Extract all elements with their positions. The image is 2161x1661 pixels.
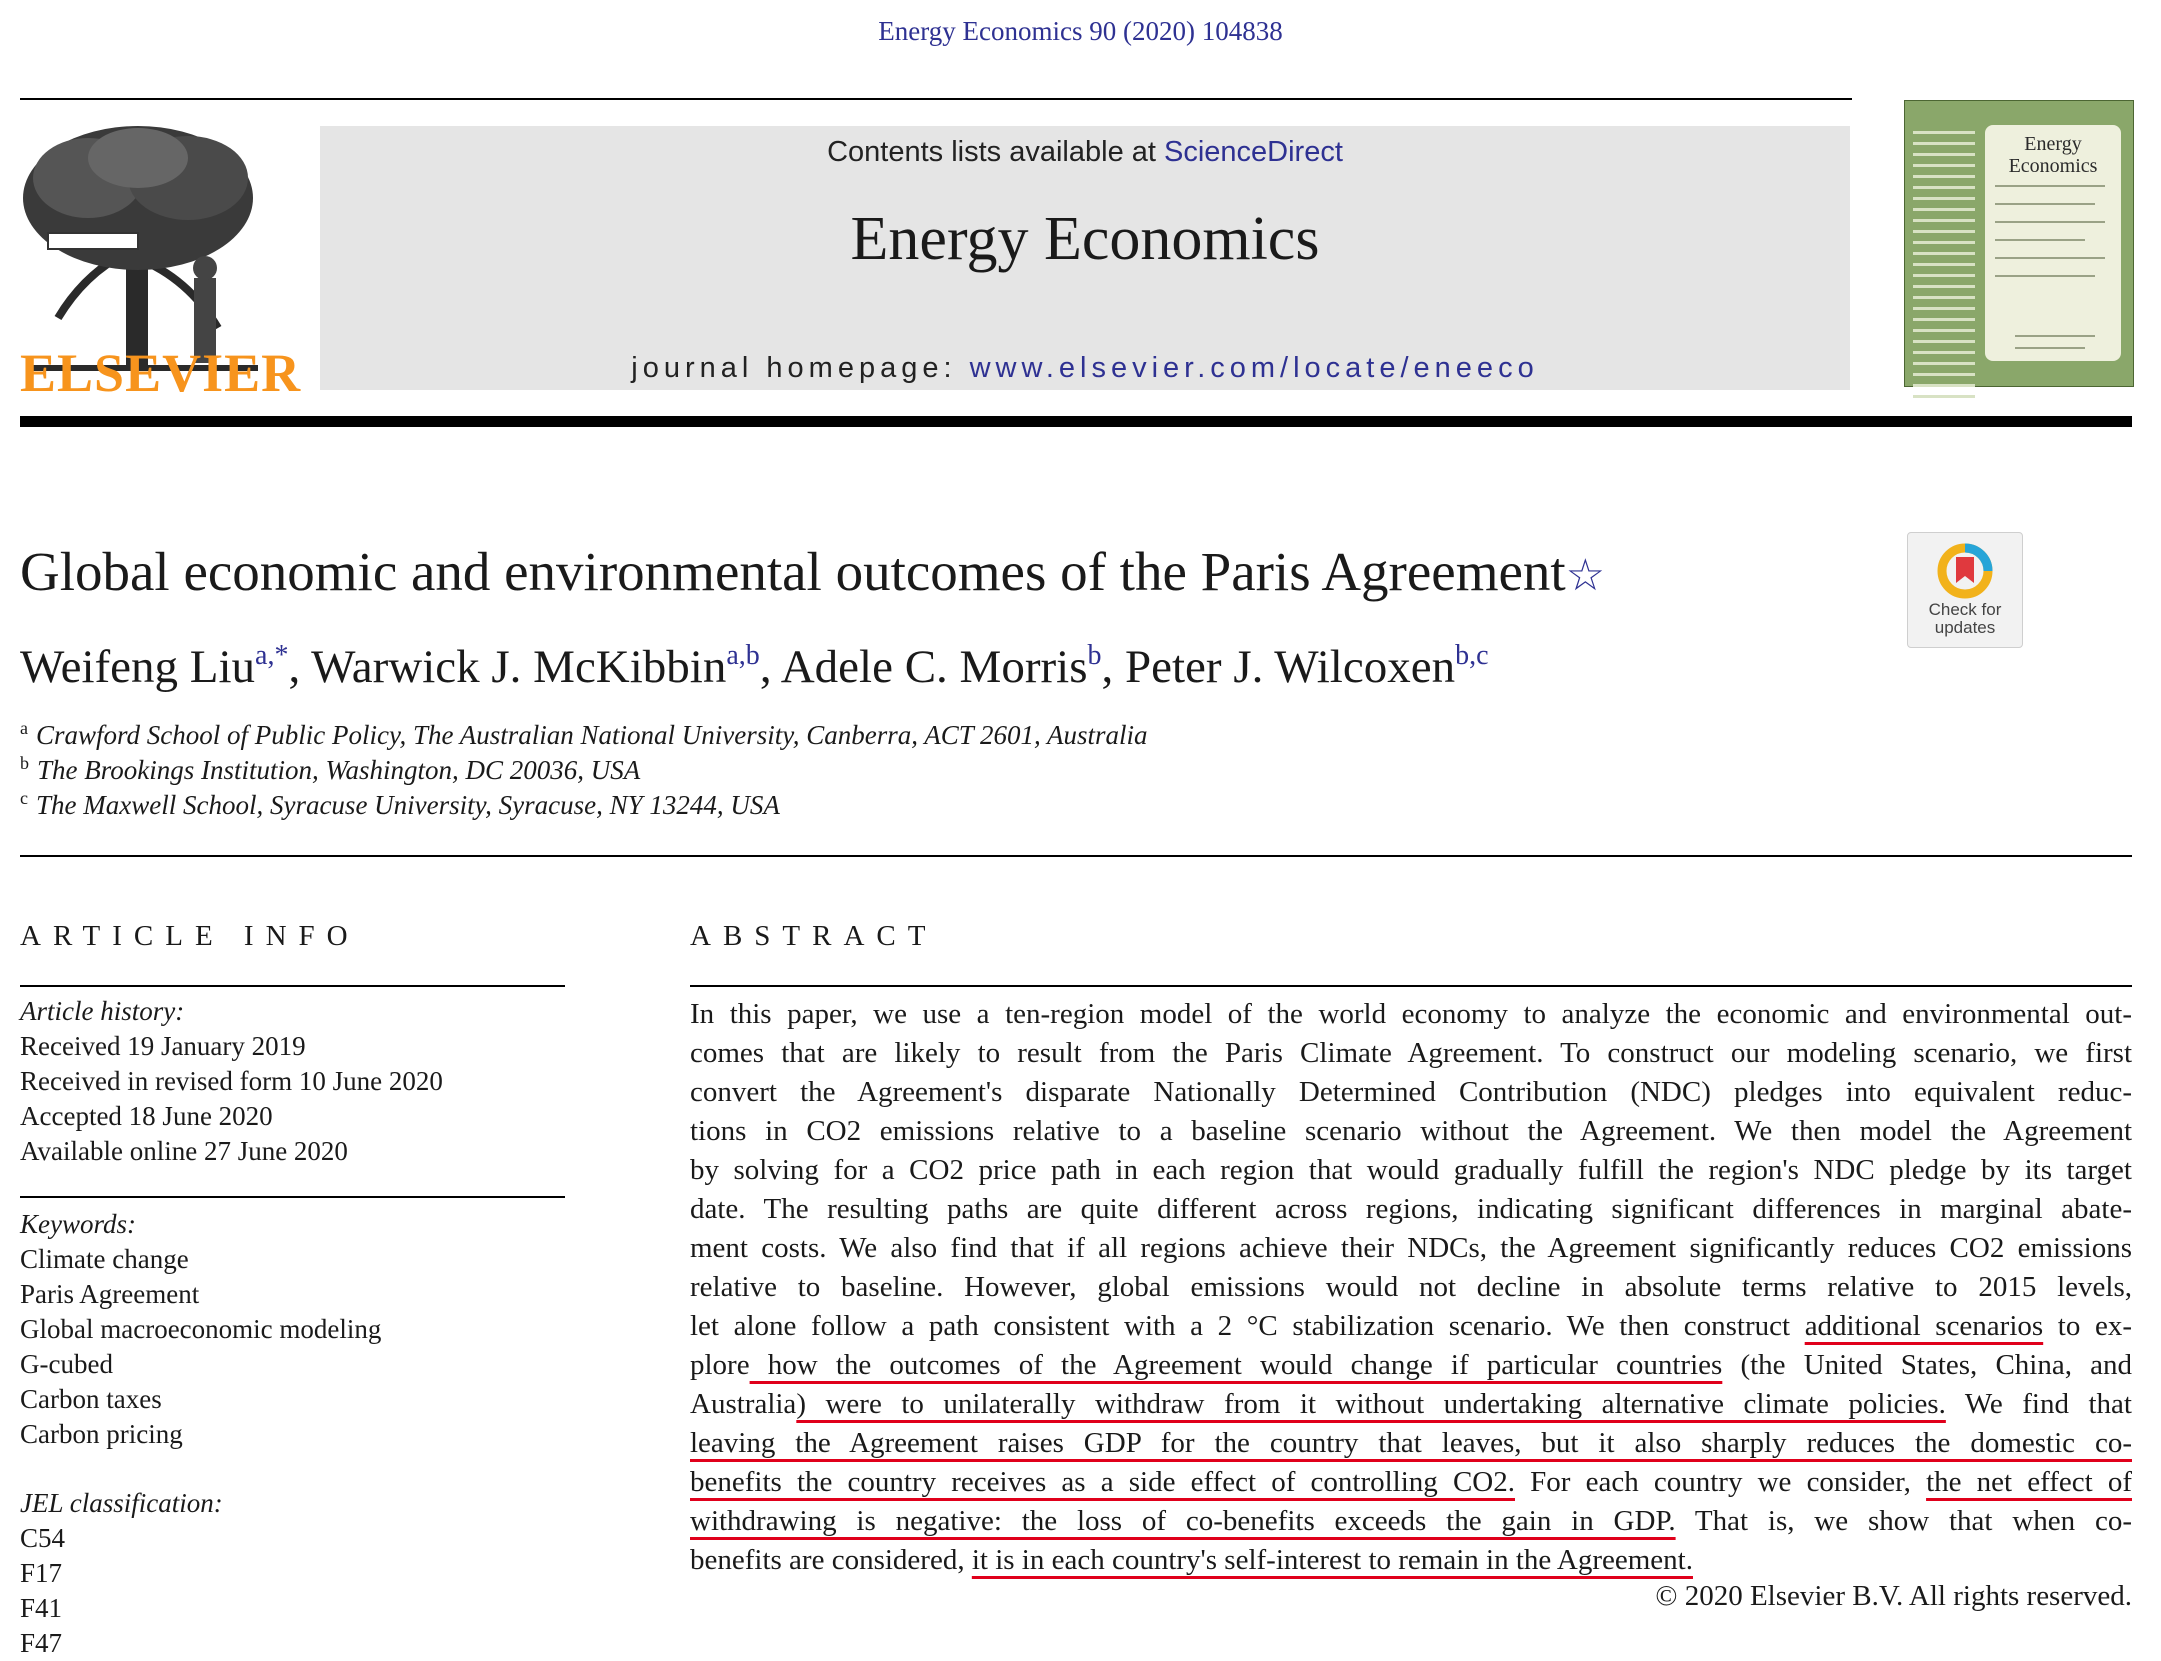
history-item: Received in revised form 10 June 2020 bbox=[20, 1066, 443, 1096]
highlighted-text: how the outcomes of the Agreement would change if particular countries bbox=[749, 1349, 1723, 1381]
author-sep: , bbox=[1101, 641, 1125, 693]
abstract-body bbox=[690, 995, 2132, 1580]
affiliation-a bbox=[20, 718, 1148, 751]
affiliation-key: b bbox=[20, 753, 29, 773]
article-title bbox=[20, 540, 1605, 603]
author-affil-sup[interactable]: a,b bbox=[726, 640, 760, 671]
abstract-line: tions in CO2 emissions relative to a baseline scenario without the Agreement. We then model the Agreement bbox=[690, 1115, 2132, 1147]
abstract-line bbox=[690, 1307, 2132, 1346]
abstract-line: comes that are likely to result from the Paris Climate Agreement. To construct our modeling scenario, we first bbox=[690, 1037, 2132, 1069]
title-footnote-star-icon[interactable]: ☆ bbox=[1565, 551, 1606, 600]
affiliation-text: Crawford School of Public Policy, The Australian National University, Canberra, ACT 2601, Australia bbox=[36, 720, 1148, 750]
copyright-notice: © 2020 Elsevier B.V. All rights reserved. bbox=[1655, 1580, 2132, 1612]
history-item: Received 19 January 2019 bbox=[20, 1031, 306, 1061]
masthead-thick-rule bbox=[20, 416, 2132, 427]
cover-panel bbox=[1985, 125, 2121, 361]
abstract-text: That is, we show that when co- bbox=[1675, 1505, 2132, 1537]
keywords-rule bbox=[20, 1196, 565, 1198]
journal-cover-thumbnail[interactable] bbox=[1904, 100, 2134, 387]
jel-classification bbox=[20, 1486, 565, 1661]
author-name[interactable]: Weifeng Liu bbox=[20, 641, 256, 693]
highlighted-text: benefits the country receives as a side effect of controlling CO2. bbox=[690, 1466, 1515, 1498]
header-rule bbox=[20, 98, 1852, 100]
abstract-text: let alone follow a path consistent with a 2 °C stabilization scenario. We then construct bbox=[690, 1310, 1805, 1342]
journal-name: Energy Economics bbox=[850, 205, 1320, 273]
cover-editor-list bbox=[1913, 131, 1975, 406]
jel-item: C54 bbox=[20, 1523, 66, 1553]
abstract-line bbox=[690, 1502, 2132, 1541]
sciencedirect-link[interactable]: ScienceDirect bbox=[1164, 136, 1343, 168]
article-history bbox=[20, 994, 565, 1169]
jel-item: F17 bbox=[20, 1558, 63, 1588]
affiliation-b bbox=[20, 753, 640, 786]
article-info-rule bbox=[20, 985, 565, 987]
cfu-line1: Check for bbox=[1928, 600, 2002, 619]
journal-homepage bbox=[320, 352, 1850, 385]
abstract-text: We find that bbox=[1945, 1388, 2132, 1420]
highlighted-text: the net effect of bbox=[1926, 1466, 2132, 1498]
highlighted-text: it is in each country's self-interest to remain in the Agreement. bbox=[971, 1544, 1693, 1576]
abstract-line: ment costs. We also find that if all regions achieve their NDCs, the Agreement significantly reduces CO2 emissions bbox=[690, 1232, 2132, 1264]
section-rule bbox=[20, 855, 2132, 857]
keyword-item: G-cubed bbox=[20, 1349, 113, 1379]
abstract-text: (the United States, China, and bbox=[1722, 1349, 2132, 1381]
highlighted-text: withdrawing is negative: the loss of co-benefits exceeds the gain in GDP. bbox=[690, 1505, 1676, 1537]
abstract-text: to ex- bbox=[2043, 1310, 2132, 1342]
author-list bbox=[20, 640, 1489, 694]
abstract-line bbox=[690, 1385, 2132, 1424]
author-name[interactable]: Warwick J. McKibbin bbox=[311, 641, 727, 693]
author-affil-sup[interactable]: b bbox=[1087, 640, 1102, 671]
article-info-heading: ARTICLE INFO bbox=[20, 920, 360, 952]
history-item: Available online 27 June 2020 bbox=[20, 1136, 348, 1166]
journal-citation[interactable]: Energy Economics 90 (2020) 104838 bbox=[878, 16, 1283, 46]
cover-title bbox=[1985, 133, 2121, 177]
check-for-updates-icon bbox=[1937, 543, 1993, 599]
abstract-text: For each country we consider, bbox=[1515, 1466, 1927, 1498]
history-item: Accepted 18 June 2020 bbox=[20, 1101, 273, 1131]
contents-prefix: Contents lists available at bbox=[827, 136, 1164, 168]
affiliation-text: The Brookings Institution, Washington, DC 20036, USA bbox=[37, 755, 641, 785]
history-label: Article history: bbox=[20, 996, 185, 1026]
jel-item: F41 bbox=[20, 1593, 63, 1623]
cfu-line2: updates bbox=[1934, 618, 1996, 637]
author-affil-sup[interactable]: a,* bbox=[255, 640, 289, 671]
elsevier-wordmark[interactable]: ELSEVIER bbox=[20, 343, 302, 403]
abstract-text: plore bbox=[690, 1349, 750, 1381]
author-sep: , bbox=[759, 641, 781, 693]
author-sep: , bbox=[288, 641, 312, 693]
keyword-item: Paris Agreement bbox=[20, 1279, 200, 1309]
abstract-text: Australia bbox=[690, 1388, 797, 1420]
author-name[interactable]: Peter J. Wilcoxen bbox=[1125, 641, 1456, 693]
keyword-item: Global macroeconomic modeling bbox=[20, 1314, 382, 1344]
affiliation-c bbox=[20, 788, 780, 821]
highlighted-text: leaving the Agreement raises GDP for the country that leaves, but it also sharply reduces the domestic co- bbox=[690, 1427, 2132, 1459]
cover-title-line2: Economics bbox=[2008, 155, 2098, 177]
journal-masthead bbox=[320, 126, 1850, 390]
abstract-line bbox=[690, 1424, 2132, 1463]
abstract-line bbox=[690, 1463, 2132, 1502]
abstract-line: convert the Agreement's disparate Nationally Determined Contribution (NDC) pledges into equivalent reduc- bbox=[690, 1076, 2132, 1108]
abstract-line: relative to baseline. However, global emissions would not decline in absolute terms relative to 2015 levels, bbox=[690, 1271, 2132, 1303]
affiliation-key: a bbox=[20, 718, 28, 738]
jel-label: JEL classification: bbox=[20, 1488, 223, 1518]
affiliation-key: c bbox=[20, 788, 28, 808]
abstract-line: date. The resulting paths are quite different across regions, indicating significant differences in marginal abate- bbox=[690, 1193, 2132, 1225]
check-for-updates-button[interactable] bbox=[1907, 532, 2023, 648]
cover-title-line1: Energy bbox=[2024, 133, 2082, 155]
homepage-link[interactable]: www.elsevier.com/locate/eneeco bbox=[969, 352, 1539, 384]
keyword-item: Carbon taxes bbox=[20, 1384, 162, 1414]
abstract-line bbox=[690, 1541, 2132, 1580]
abstract-line: by solving for a CO2 price path in each region that would gradually fulfill the region's NDC pledge by its target bbox=[690, 1154, 2132, 1186]
abstract-text: benefits are considered, bbox=[690, 1544, 972, 1576]
keyword-item: Carbon pricing bbox=[20, 1419, 183, 1449]
abstract-line: In this paper, we use a ten-region model of the world economy to analyze the economic and environmental out- bbox=[690, 998, 2132, 1030]
contents-line bbox=[320, 136, 1850, 169]
highlighted-text: ) were to unilaterally withdraw from it without undertaking alternative climate policies. bbox=[796, 1388, 1946, 1420]
affiliation-text: The Maxwell School, Syracuse University, Syracuse, NY 13244, USA bbox=[36, 790, 780, 820]
author-affil-sup[interactable]: b,c bbox=[1455, 640, 1489, 671]
homepage-prefix: journal homepage: bbox=[631, 352, 970, 384]
check-for-updates-label bbox=[1908, 601, 2022, 637]
article-title-text: Global economic and environmental outcomes of the Paris Agreement bbox=[20, 541, 1566, 602]
jel-item: F47 bbox=[20, 1628, 63, 1658]
author-name[interactable]: Adele C. Morris bbox=[780, 641, 1088, 693]
abstract-heading: ABSTRACT bbox=[690, 920, 938, 952]
abstract-line bbox=[690, 1346, 2132, 1385]
abstract-rule bbox=[690, 985, 2132, 987]
keywords-label: Keywords: bbox=[20, 1209, 136, 1239]
keywords-section bbox=[20, 1207, 565, 1452]
keyword-item: Climate change bbox=[20, 1244, 189, 1274]
highlighted-text: additional scenarios bbox=[1804, 1310, 2044, 1342]
